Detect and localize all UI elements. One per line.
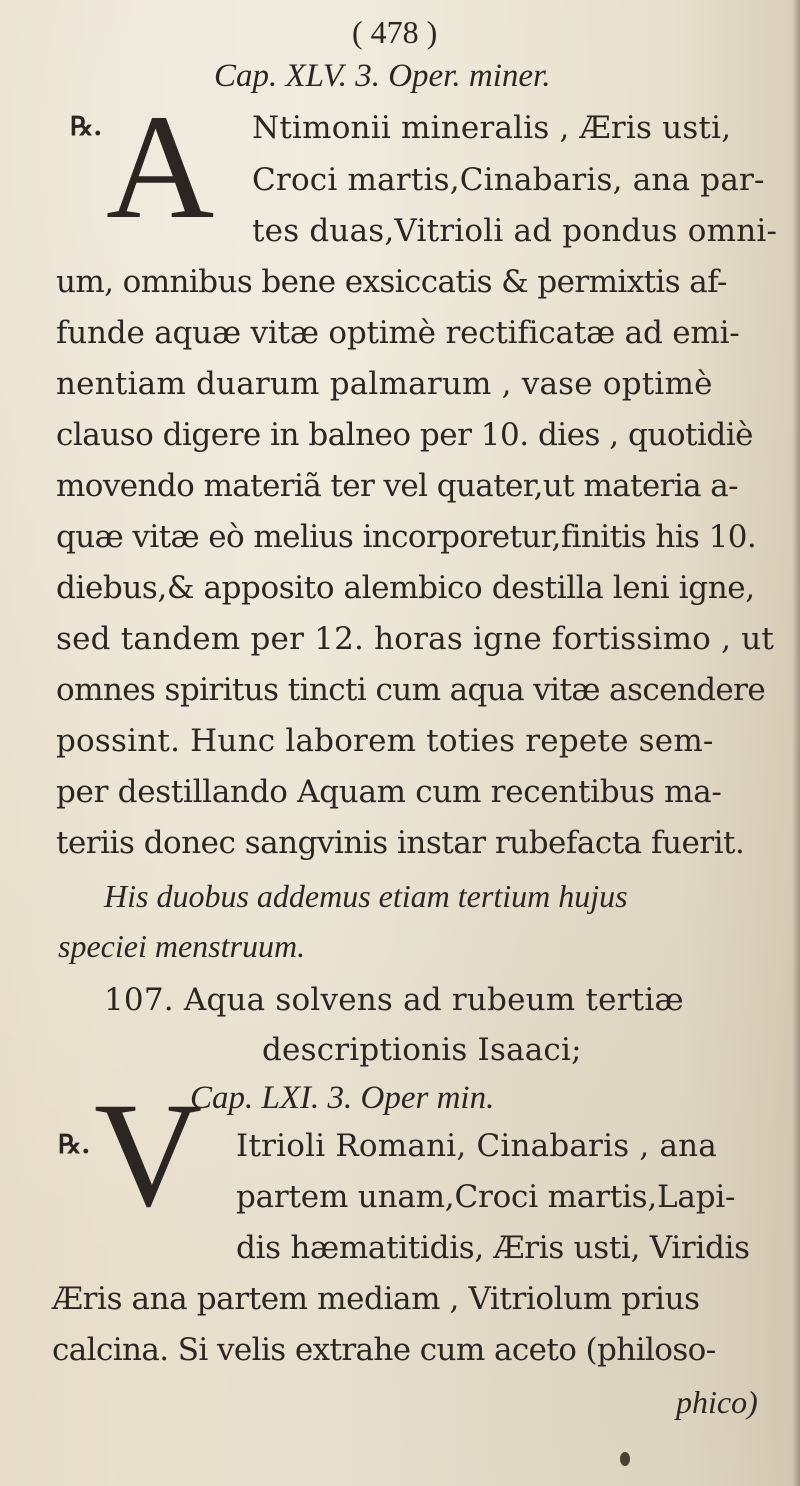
text-line: quæ vitæ eò melius incorporetur,finitis his 10. bbox=[56, 519, 757, 555]
text-line: Croci martis,Cinabaris, ana par- bbox=[252, 162, 765, 198]
recipe-symbol: ℞. bbox=[70, 112, 103, 142]
text-line: sed tandem per 12. horas igne fortissimo , ut bbox=[56, 621, 775, 657]
transition-line: His duobus addemus etiam tertium hujus bbox=[104, 878, 628, 914]
recipe-symbol: ℞. bbox=[58, 1130, 91, 1160]
text-line: dis hæmatitidis, Æris usti, Viridis bbox=[236, 1230, 750, 1266]
text-line: per destillando Aquam cum recentibus ma- bbox=[56, 774, 722, 810]
drop-cap-letter: V bbox=[94, 1072, 203, 1238]
ink-fleck bbox=[620, 1452, 630, 1466]
transition-line: speciei menstruum. bbox=[58, 928, 306, 964]
chapter-reference-heading: Cap. XLV. 3. Oper. miner. bbox=[214, 58, 551, 94]
text-line: um, omnibus bene exsiccatis & permixtis af- bbox=[56, 264, 727, 300]
text-line: calcina. Si velis extrahe cum aceto (philoso- bbox=[52, 1332, 716, 1368]
recipe-title: 107. Aqua solvens ad rubeum tertiæ bbox=[104, 982, 684, 1018]
page-edge-shadow bbox=[792, 0, 800, 1486]
text-line: Itrioli Romani, Cinabaris , ana bbox=[236, 1128, 717, 1164]
text-line: diebus,& apposito alembico destilla leni igne, bbox=[56, 570, 755, 606]
text-line: tes duas,Vitrioli ad pondus omni- bbox=[252, 213, 778, 249]
text-line: possint. Hunc laborem toties repete sem- bbox=[56, 723, 714, 759]
chapter-reference-heading: Cap. LXI. 3. Oper min. bbox=[190, 1080, 495, 1116]
page-number: ( 478 ) bbox=[352, 14, 438, 50]
drop-cap-letter: A bbox=[106, 84, 215, 250]
text-line: funde aquæ vitæ optimè rectificatæ ad emi- bbox=[56, 315, 740, 351]
text-line: nentiam duarum palmarum , vase optimè bbox=[56, 366, 713, 402]
text-line: Æris ana partem mediam , Vitriolum prius bbox=[52, 1281, 700, 1317]
text-line: clauso digere in balneo per 10. dies , quotidiè bbox=[56, 417, 753, 453]
text-line: teriis donec sangvinis instar rubefacta fuerit. bbox=[56, 825, 745, 861]
text-line: partem unam,Croci martis,Lapi- bbox=[236, 1179, 736, 1215]
text-line: Ntimonii mineralis , Æris usti, bbox=[252, 110, 732, 146]
text-line: omnes spiritus tincti cum aqua vitæ ascendere bbox=[56, 672, 766, 708]
text-line-continuation: phico) bbox=[676, 1384, 758, 1420]
text-line: movendo materiã ter vel quater,ut materia a- bbox=[56, 468, 739, 504]
recipe-title: descriptionis Isaaci; bbox=[262, 1032, 582, 1068]
